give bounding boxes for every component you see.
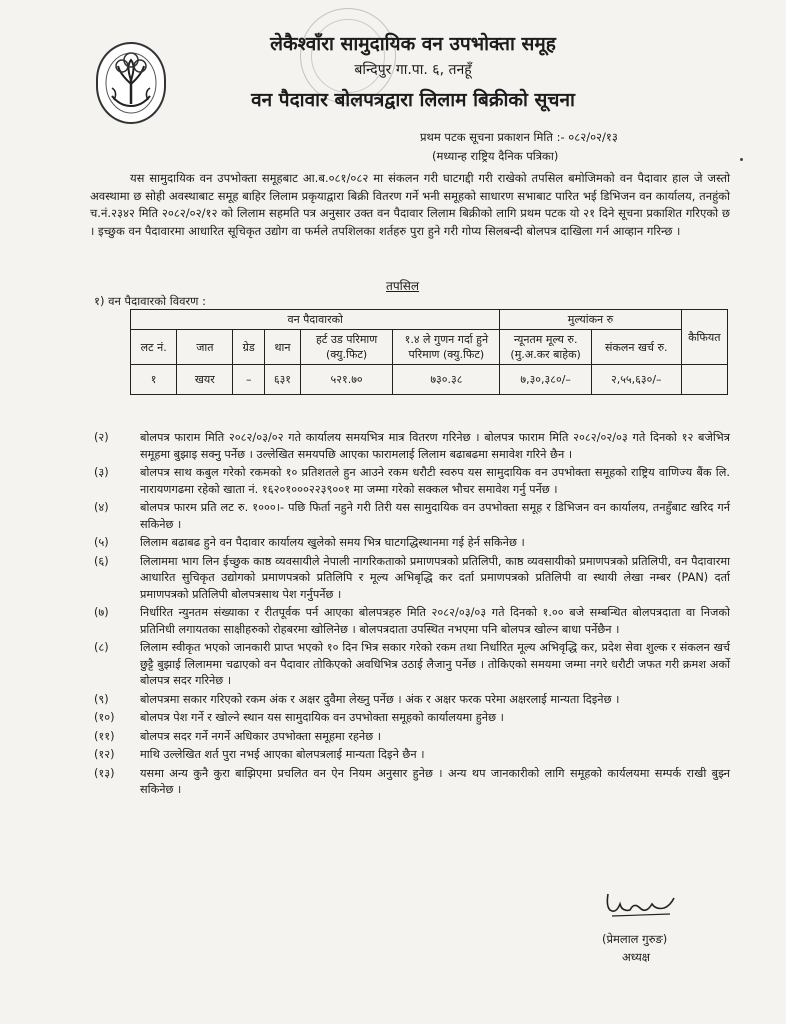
list-item: [94, 710, 730, 727]
handwritten-signature: [600, 888, 680, 922]
term-text: निर्धारित न्युनतम संख्याका र रीतपूर्वक पर्न आएका बोलपत्रहरु मिति २०८२/०३/०३ गते दिनको १.०० बजे सम्बन्धित बोलपत्रदाता वा निजको प्रतिनिधी लगायतका साक्षीहरुको रोहबरमा खोलिनेछ । बोलपत्रदाता उपस्थित नभएमा पनि बोलपत्र खोल्न बाधा पर्नेछैन ।: [140, 606, 730, 636]
cell-min-price: ७,३०,३८०/–: [500, 365, 592, 395]
cell-grade: –: [233, 365, 265, 395]
signatory-name: (प्रेमलाल गुरुङ): [602, 932, 668, 946]
group-header-valuation: मुल्यांकन रु: [500, 310, 681, 330]
term-number: (३): [94, 466, 109, 479]
term-number: (११): [94, 729, 115, 743]
term-text: लिलाम बढाबढ हुने वन पैदावार कार्यालय खुलेको समय भित्र घाटगद्धिस्थानमा गई हेर्न सकिनेछ ।: [140, 536, 525, 549]
cell-collection: २,५५,६३०/–: [591, 365, 681, 395]
column-header-lot: लट नं.: [131, 330, 177, 365]
column-header-remarks: कैफियत: [681, 310, 727, 365]
term-number: (१२): [94, 748, 115, 761]
term-number: (१०): [94, 711, 115, 724]
term-number: (४): [94, 501, 109, 514]
section-heading: १) वन पैदावारको विवरण :: [94, 294, 207, 308]
term-number: (५): [94, 536, 109, 549]
list-item: [94, 640, 730, 690]
publication-paper: (मध्यान्ह राष्ट्रिय दैनिक पत्रिका): [432, 149, 559, 163]
list-item: [94, 465, 730, 498]
term-text: बोलपत्र पेश गर्ने र खोल्ने स्थान यस सामुदायिक वन उपभोक्ता समूहको कार्यालयमा हुनेछ ।: [140, 711, 504, 724]
term-number: (२): [94, 431, 109, 444]
produce-table: [130, 309, 728, 395]
term-number: (६): [94, 554, 109, 568]
ink-dot: [740, 158, 743, 161]
list-item: [94, 766, 730, 799]
list-item: [94, 692, 730, 709]
intro-paragraph: यस सामुदायिक वन उपभोक्ता समूहबाट आ.ब.०८१/०८२ मा संकलन गरी घाटगद्दी गरी राखेको तपसिल बमोजिमको वन पैदावार हाल जे जस्तो अवस्थामा छ सोही अवस्थाबाट समूह बाहिर लिलाम प्रकृयाद्वारा बिक्री वितरण गर्ने भनी समूहको साधारण सभाबाट पारित भई डिभिजन वन कार्यालय, तनहुंको च.नं.२३४२ मिति २०८२/०२/१२ को लिलाम सहमति पत्र अनुसार उक्त वन पैदावार लिलाम बिक्रीको लागि प्रथम पटक यो २१ दिने सूचना प्रकाशित गरिएको छ । इच्छुक वन पैदावारमा आधारित सूचिकृत उद्योग वा फर्मले तपशिलका शर्तहरु पुरा हुने गरी गोप्य सिलबन्दी बोलपत्र दाखिला गर्न आव्हान गरिन्छ ।: [90, 171, 730, 238]
terms-list: [94, 430, 730, 801]
group-header-produce: वन पैदावारको: [131, 310, 500, 330]
term-text: बोलपत्र सदर गर्ने नगर्ने अधिकार उपभोक्ता समूहमा रहनेछ ।: [140, 729, 381, 743]
term-text: लिलाम स्वीकृत भएको जानकारी प्राप्त भएको १० दिन भित्र सकार गरेको रकम तथा निर्धारित मूल्य अभिवृद्धि कर, प्रदेश सेवा शुल्क र संकलन खर्च छुट्टै बुझाई लिलाममा चढाएको वन पैदावार तोकिएको अवधिभित्र उठाई लैजानु पर्नेछ । तोकिएको समयमा जम्मा नगरे धरौटी जफत गरी क्रमश अर्को बोलपत्र सदर गरिनेछ ।: [140, 641, 731, 687]
term-text: बोलपत्र फारम प्रति लट रु. १०००।- पछि फिर्ता नहुने गरी तिरी यस सामुदायिक वन उपभोक्ता समूह र डिभिजन वन कार्यालय, तनहुँबाट खरिद गर्न सकिनेछ ।: [140, 501, 730, 531]
list-item: [94, 729, 730, 746]
cell-remarks: [681, 365, 727, 395]
term-number: (९): [94, 692, 109, 706]
term-text: बोलपत्र साथ कबुल गरेको रकमको १० प्रतिशतले हुन आउने रकम धरौटी स्वरुप यस सामुदायिक वन उपभोक्ता समूहको राष्ट्रिय वाणिज्य बैंक लि. नारायणगढमा रहेको खाता नं. १६२०१०००२२३९००१ मा जम्मा गरेको सक्कल भौचर समावेश गर्नु पर्नेछ ।: [140, 466, 730, 496]
cell-lot: १: [131, 365, 177, 395]
list-item: [94, 500, 730, 533]
term-text: माथि उल्लेखित शर्त पुरा नभई आएका बोलपत्रलाई मान्यता दिइने छैन ।: [140, 748, 425, 761]
signatory-title: अध्यक्ष: [622, 950, 651, 964]
list-item: [94, 605, 730, 638]
list-item: [94, 747, 730, 764]
cell-hoppus: ५२१.७०: [300, 365, 393, 395]
term-text: बोलपत्र फाराम मिति २०८२/०३/०२ गते कार्यालय समयभित्र मात्र वितरण गरिनेछ । बोलपत्र फाराम मिति २०८२/०२/०३ गते दिनको १२ बजेभित्र समूहमा बुझाइ सक्नु पर्नेछ । उल्लेखित समयपछि आएका फारामलाई लिलाम बढाबढमा समावेश गरिने छैन ।: [140, 431, 730, 461]
column-header-min-price: न्यूनतम मूल्य रु. (मु.अ.कर बाहेक): [500, 330, 592, 365]
list-item: [94, 430, 730, 463]
term-text: यसमा अन्य कुनै कुरा बाझिएमा प्रचलित वन ऐन नियम अनुसार हुनेछ । अन्य थप जानकारीको लागि समूहको कार्यलयमा सम्पर्क राखी बुझ्न सकिनेछ ।: [140, 766, 730, 796]
table-row: [131, 365, 728, 395]
column-header-grade: ग्रेड: [233, 330, 265, 365]
term-text: बोलपत्रमा सकार गरिएको रकम अंक र अक्षर दुवैमा लेख्नु पर्नेछ । अंक र अक्षर फरक परेमा अक्षरलाई मान्यता दिइनेछ ।: [140, 692, 620, 706]
list-item: [94, 535, 730, 552]
organization-name: लेकैश्वाँरा सामुदायिक वन उपभोक्ता समूह: [270, 33, 556, 55]
column-header-collection: संकलन खर्च रु.: [591, 330, 681, 365]
term-number: (१३): [94, 766, 115, 780]
term-text: लिलाममा भाग लिन ईच्छुक काष्ठ व्यवसायीले नेपाली नागरिकताको प्रमाणपत्रको प्रतिलिपी, काष्ठ व्यवसायीको प्रमाणपत्रको प्रतिलिपी, वन पैदावारमा आधारित सुचिकृत उद्योगको प्रमाणपत्रको प्रतिलिपि र मूल्य अभिबृद्धि कर दर्ता प्रमाणपत्रको प्रतिलिपी वा स्थायी लेखा नम्बर (PAN) दर्ता प्रमाणपत्रको प्रतिलिपी बोलपत्रसाथ पेश गर्नुपर्नेछ ।: [140, 554, 730, 601]
publication-date: प्रथम पटक सूचना प्रकाशन मिति :- ०८२/०२/१३: [420, 130, 618, 144]
term-number: (७): [94, 606, 109, 619]
cell-than: ६३१: [265, 365, 301, 395]
column-header-converted: १.४ ले गुणन गर्दा हुने परिमाण (क्यु.फिट): [393, 330, 500, 365]
term-number: (८): [94, 641, 109, 654]
cell-species: खयर: [177, 365, 233, 395]
organization-address: बन्दिपुर गा.पा. ६, तनहूँ: [354, 62, 472, 78]
column-header-species: जात: [177, 330, 233, 365]
details-heading: तपसिल: [386, 279, 420, 293]
cell-converted: ७३०.३८: [393, 365, 500, 395]
notice-title: वन पैदावार बोलपत्रद्वारा लिलाम बिक्रीको सूचना: [251, 89, 575, 111]
column-header-hoppus: हर्ट उड परिमाण (क्यु.फिट): [300, 330, 393, 365]
list-item: [94, 554, 730, 604]
column-header-than: थान: [265, 330, 301, 365]
